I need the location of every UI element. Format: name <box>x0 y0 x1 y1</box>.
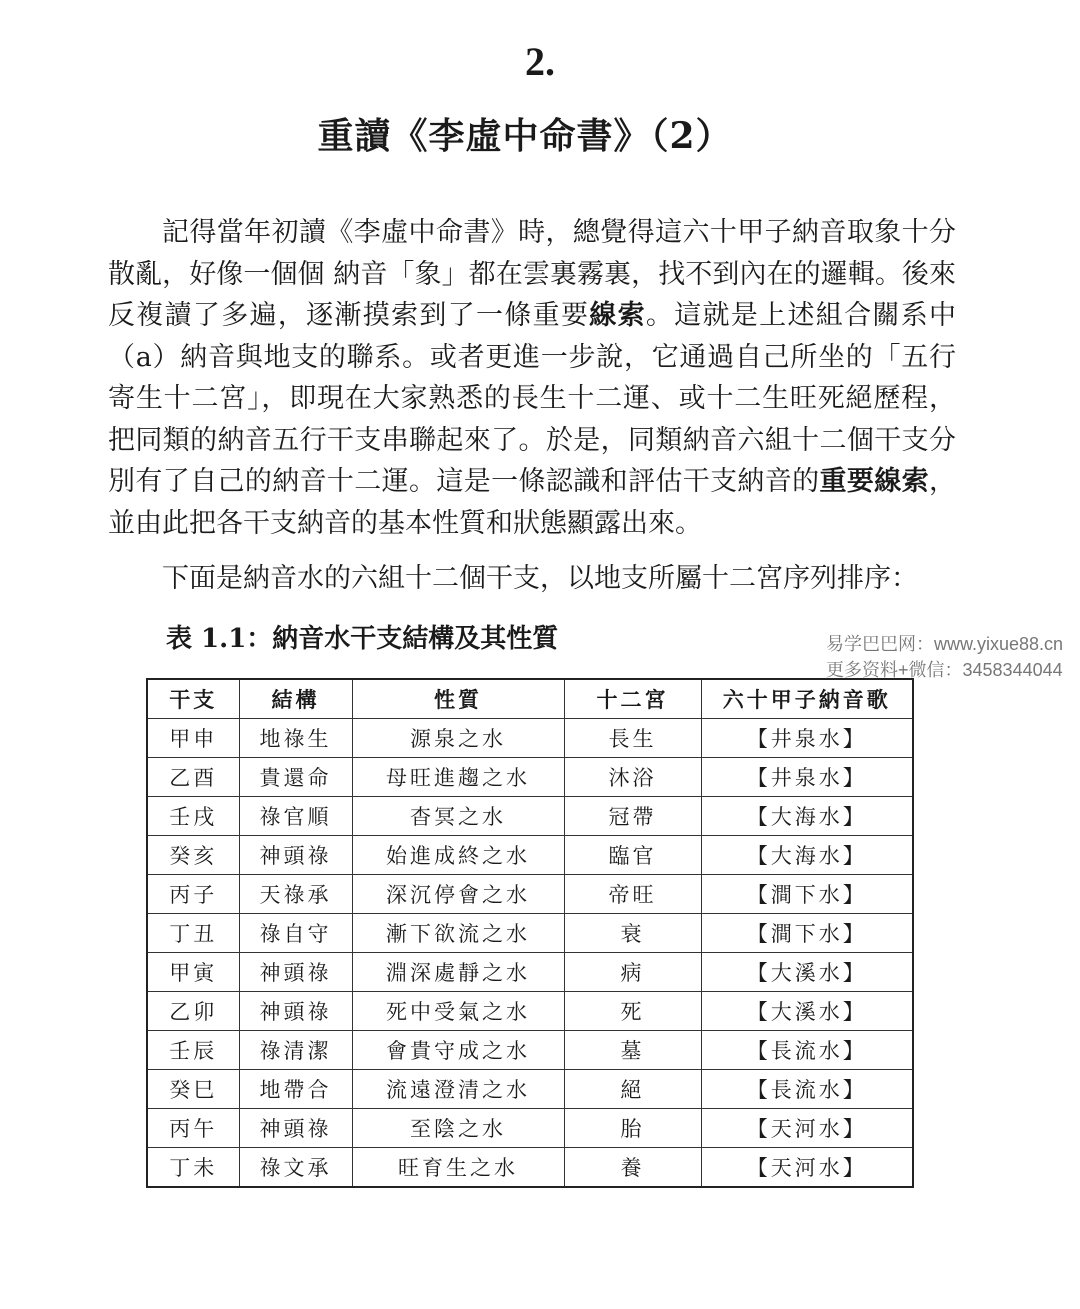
watermark-line-2: 更多资料+微信：3458344044 <box>826 660 1063 680</box>
chapter-number: 2. <box>525 39 555 84</box>
nayin-water-table <box>146 678 914 1188</box>
cell-structure: 神頭祿 <box>239 1109 352 1148</box>
cell-nayin: 【澗下水】 <box>701 875 913 914</box>
intro-paragraph <box>108 212 956 544</box>
cell-ganzhi: 甲申 <box>147 719 239 758</box>
cell-ganzhi: 壬辰 <box>147 1031 239 1070</box>
table-row <box>147 836 913 875</box>
cell-nature: 淵深處靜之水 <box>352 953 564 992</box>
cell-nayin: 【長流水】 <box>701 1031 913 1070</box>
intro-bold-2: 重要線索 <box>819 466 930 497</box>
table-header <box>147 679 913 719</box>
cell-ganzhi: 甲寅 <box>147 953 239 992</box>
page-title: 重讀《李虛中命書》（2） <box>317 115 733 157</box>
table-body <box>147 719 913 1188</box>
table-row <box>147 992 913 1031</box>
cell-ganzhi: 乙卯 <box>147 992 239 1031</box>
cell-palace: 帝旺 <box>564 875 701 914</box>
cell-nature: 源泉之水 <box>352 719 564 758</box>
table-row <box>147 953 913 992</box>
cell-nayin: 【井泉水】 <box>701 719 913 758</box>
cell-nayin: 【大溪水】 <box>701 992 913 1031</box>
cell-nayin: 【井泉水】 <box>701 758 913 797</box>
watermark-line-1: 易学巴巴网：www.yixue88.cn <box>826 634 1064 654</box>
cell-structure: 貴還命 <box>239 758 352 797</box>
cell-nayin: 【澗下水】 <box>701 914 913 953</box>
cell-structure: 神頭祿 <box>239 836 352 875</box>
cell-ganzhi: 壬戌 <box>147 797 239 836</box>
cell-ganzhi: 丙午 <box>147 1109 239 1148</box>
cell-palace: 冠帶 <box>564 797 701 836</box>
cell-nayin: 【天河水】 <box>701 1109 913 1148</box>
table-row <box>147 719 913 758</box>
table-header-row <box>147 679 913 719</box>
cell-ganzhi: 癸亥 <box>147 836 239 875</box>
cell-nayin: 【長流水】 <box>701 1070 913 1109</box>
cell-palace: 胎 <box>564 1109 701 1148</box>
header-twelve-palaces: 十二宮 <box>564 679 701 719</box>
cell-nature: 會貴守成之水 <box>352 1031 564 1070</box>
cell-structure: 祿官順 <box>239 797 352 836</box>
cell-ganzhi: 丁未 <box>147 1148 239 1188</box>
table-row <box>147 1148 913 1188</box>
intro-text-1: 記得當年初讀《李虛中命書》時，總覺得這六十甲子納音取象十分散亂，好像一個個 納音「象」都在雲裏霧裏，找不到內在的邏輯。後來反複讀了多遍，逐漸摸索到了一條重要 <box>108 217 956 331</box>
cell-structure: 神頭祿 <box>239 992 352 1031</box>
cell-palace: 絕 <box>564 1070 701 1109</box>
cell-palace: 養 <box>564 1148 701 1188</box>
header-structure: 結構 <box>239 679 352 719</box>
cell-palace: 死 <box>564 992 701 1031</box>
table-row <box>147 875 913 914</box>
cell-nature: 母旺進趨之水 <box>352 758 564 797</box>
cell-ganzhi: 乙酉 <box>147 758 239 797</box>
cell-structure: 神頭祿 <box>239 953 352 992</box>
intro-text-3: ，並由此把各干支納音的基本性質和狀態顯露出來。 <box>108 466 957 539</box>
header-nayin-song: 六十甲子納音歌 <box>701 679 913 719</box>
cell-nature: 流遠澄清之水 <box>352 1070 564 1109</box>
table-row <box>147 758 913 797</box>
cell-nature: 漸下欲流之水 <box>352 914 564 953</box>
cell-structure: 地帶合 <box>239 1070 352 1109</box>
intro-text-2: 。這就是上述組合關系中（a）納音與地支的聯系。或者更進一步說，它通過自己所坐的「五行寄生十二宮」，即現在大家熟悉的長生十二運、或十二生旺死絕歷程，把同類的納音五行干支串聯起來了。於是，同類納音六組十二個干支分別有了自己的納音十二運。這是一條認識和評估干支納音的 <box>108 300 957 497</box>
cell-nature: 至陰之水 <box>352 1109 564 1148</box>
cell-nayin: 【大海水】 <box>701 797 913 836</box>
table-row <box>147 797 913 836</box>
cell-palace: 沐浴 <box>564 758 701 797</box>
cell-structure: 祿自守 <box>239 914 352 953</box>
cell-ganzhi: 癸巳 <box>147 1070 239 1109</box>
cell-nayin: 【天河水】 <box>701 1148 913 1188</box>
cell-palace: 臨官 <box>564 836 701 875</box>
intro-bold-1: 線索 <box>589 300 646 331</box>
header-ganzhi: 干支 <box>147 679 239 719</box>
table-row <box>147 914 913 953</box>
cell-palace: 墓 <box>564 1031 701 1070</box>
cell-structure: 祿清潔 <box>239 1031 352 1070</box>
table-row <box>147 1031 913 1070</box>
table-row <box>147 1109 913 1148</box>
cell-nayin: 【大溪水】 <box>701 953 913 992</box>
cell-structure: 祿文承 <box>239 1148 352 1188</box>
cell-structure: 天祿承 <box>239 875 352 914</box>
cell-nature: 杳冥之水 <box>352 797 564 836</box>
cell-structure: 地祿生 <box>239 719 352 758</box>
table-caption: 表 1.1：納音水干支結構及其性質 <box>166 624 559 654</box>
cell-nayin: 【大海水】 <box>701 836 913 875</box>
table-row <box>147 1070 913 1109</box>
cell-palace: 衰 <box>564 914 701 953</box>
cell-nature: 始進成終之水 <box>352 836 564 875</box>
cell-palace: 長生 <box>564 719 701 758</box>
cell-ganzhi: 丙子 <box>147 875 239 914</box>
cell-ganzhi: 丁丑 <box>147 914 239 953</box>
cell-nature: 深沉停會之水 <box>352 875 564 914</box>
cell-nature: 旺育生之水 <box>352 1148 564 1188</box>
header-nature: 性質 <box>352 679 564 719</box>
table-lead-paragraph: 下面是納音水的六組十二個干支，以地支所屬十二宮序列排序： <box>162 563 918 594</box>
cell-palace: 病 <box>564 953 701 992</box>
cell-nature: 死中受氣之水 <box>352 992 564 1031</box>
